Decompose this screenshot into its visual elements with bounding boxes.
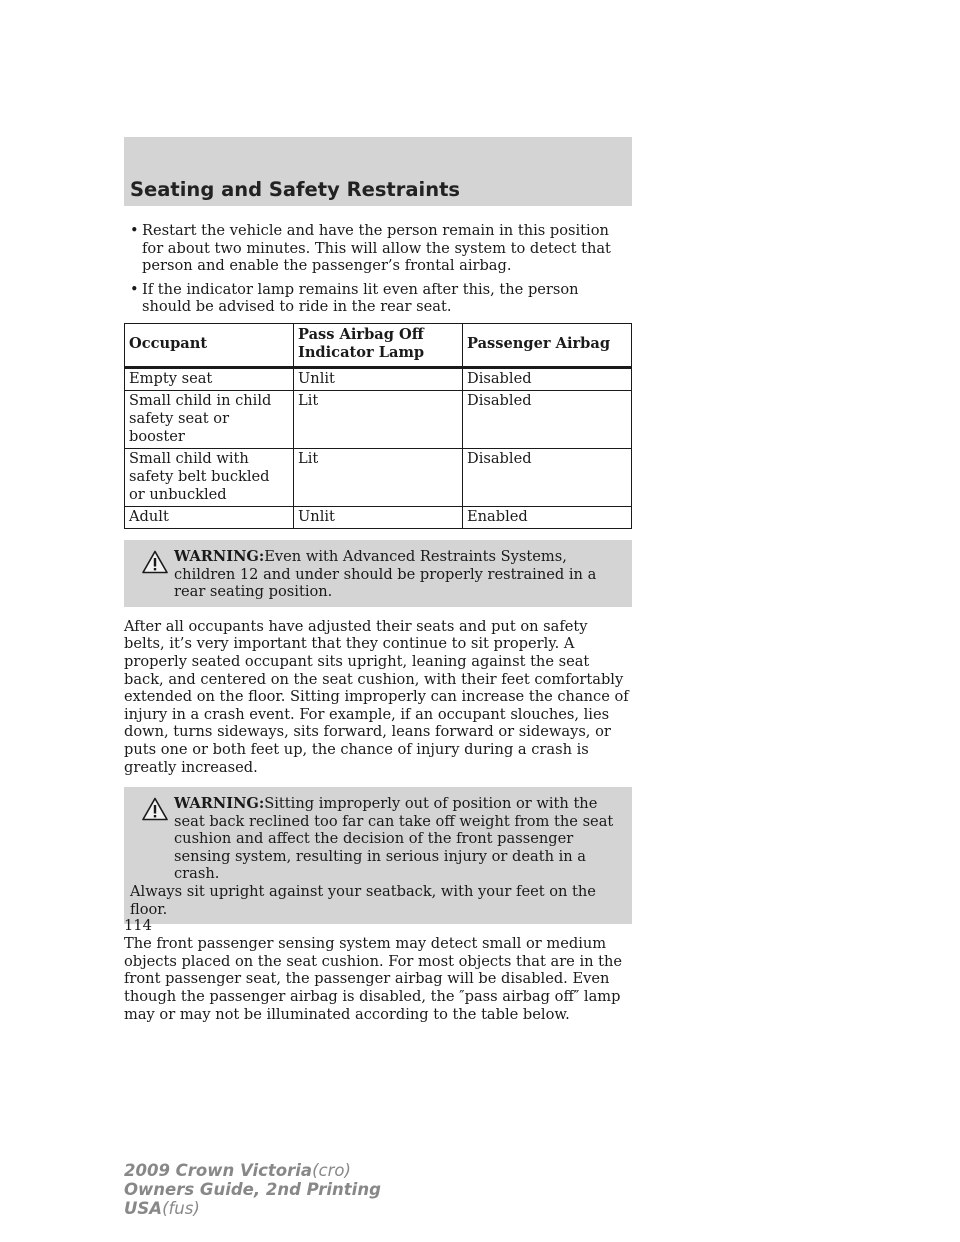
table-cell: Empty seat bbox=[125, 367, 294, 390]
column-header-indicator-lamp: Pass Airbag Off Indicator Lamp bbox=[294, 323, 463, 367]
warning-triangle-icon bbox=[142, 797, 168, 821]
warning-label: WARNING: bbox=[174, 547, 265, 565]
warning-text: Sitting improperly out of position or with the seat back reclined too far can take off weight from the seat cushion and affect the decision of the front passenger sensing system, resulting in serious injury or death in a crash. bbox=[174, 795, 614, 883]
airbag-status-table bbox=[124, 323, 632, 529]
table-row bbox=[125, 390, 632, 448]
table-cell: Small child with safety belt buckled or unbuckled bbox=[125, 448, 294, 506]
table-cell: Adult bbox=[125, 506, 294, 528]
column-header-passenger-airbag: Passenger Airbag bbox=[463, 323, 632, 367]
table-cell: Disabled bbox=[463, 390, 632, 448]
table-cell: Enabled bbox=[463, 506, 632, 528]
bullet-glyph: • bbox=[130, 280, 139, 298]
page-number: 114 bbox=[124, 917, 152, 934]
footer-market-code: (fus) bbox=[162, 1199, 200, 1218]
list-item: • If the indicator lamp remains lit even after this, the person should be advised to ride in the rear seat. bbox=[130, 280, 579, 316]
footer-model: 2009 Crown Victoria bbox=[124, 1161, 313, 1180]
column-header-occupant: Occupant bbox=[125, 323, 294, 367]
table-header-row bbox=[125, 323, 632, 367]
table-cell: Unlit bbox=[294, 367, 463, 390]
table-cell: Disabled bbox=[463, 448, 632, 506]
table-cell: Small child in child safety seat or booster bbox=[125, 390, 294, 448]
sitting-properly-paragraph: After all occupants have adjusted their seats and put on safety belts, it’s very important that they continue to sit properly. A properly seated occupant sits upright, leaning against the seat back, and centered on the seat cushion, with their feet comfortably extended on the floor. Sitting improperly can increase the chance of injury in a crash event. For example, if an occupant slouches, lies down, turns sideways, sits forward, leans forward or sideways, or puts one or both feet up, the chance of injury during a crash is greatly increased. bbox=[124, 617, 629, 776]
table-cell: Lit bbox=[294, 390, 463, 448]
table-cell: Disabled bbox=[463, 367, 632, 390]
warning-triangle-icon bbox=[142, 550, 168, 574]
footer-guide: Owners Guide, 2nd Printing bbox=[124, 1180, 381, 1199]
warning-box-position bbox=[124, 787, 632, 924]
bullet-list bbox=[124, 222, 632, 316]
section-title: Seating and Safety Restraints bbox=[130, 178, 461, 201]
warning-box-children bbox=[124, 540, 632, 607]
document-footer bbox=[124, 1161, 381, 1218]
sensing-system-paragraph: The front passenger sensing system may detect small or medium objects placed on the seat cushion. For most objects that are in the front passenger seat, the passenger airbag will be disabled. Even though the passenger airbag is disabled, the ″pass airbag off″ lamp may or may not be illuminated according to the table below. bbox=[124, 935, 623, 1023]
footer-model-code: (cro) bbox=[312, 1161, 351, 1180]
warning-text: Even with Advanced Restraints Systems, children 12 and under should be properly restrained in a rear seating position. bbox=[174, 547, 597, 601]
footer-market: USA bbox=[124, 1199, 163, 1218]
table-row bbox=[125, 367, 632, 390]
list-item: • Restart the vehicle and have the person remain in this position for about two minutes. This will allow the system to detect that person and enable the passenger’s frontal airbag. bbox=[130, 222, 611, 275]
page-content bbox=[124, 222, 632, 1023]
table-row bbox=[125, 506, 632, 528]
section-header bbox=[124, 137, 632, 206]
warning-text-secondary: Always sit upright against your seatback, with your feet on the floor. bbox=[130, 883, 596, 918]
table-row bbox=[125, 448, 632, 506]
table-cell: Lit bbox=[294, 448, 463, 506]
warning-label: WARNING: bbox=[174, 795, 265, 813]
table-cell: Unlit bbox=[294, 506, 463, 528]
bullet-glyph: • bbox=[130, 222, 139, 239]
